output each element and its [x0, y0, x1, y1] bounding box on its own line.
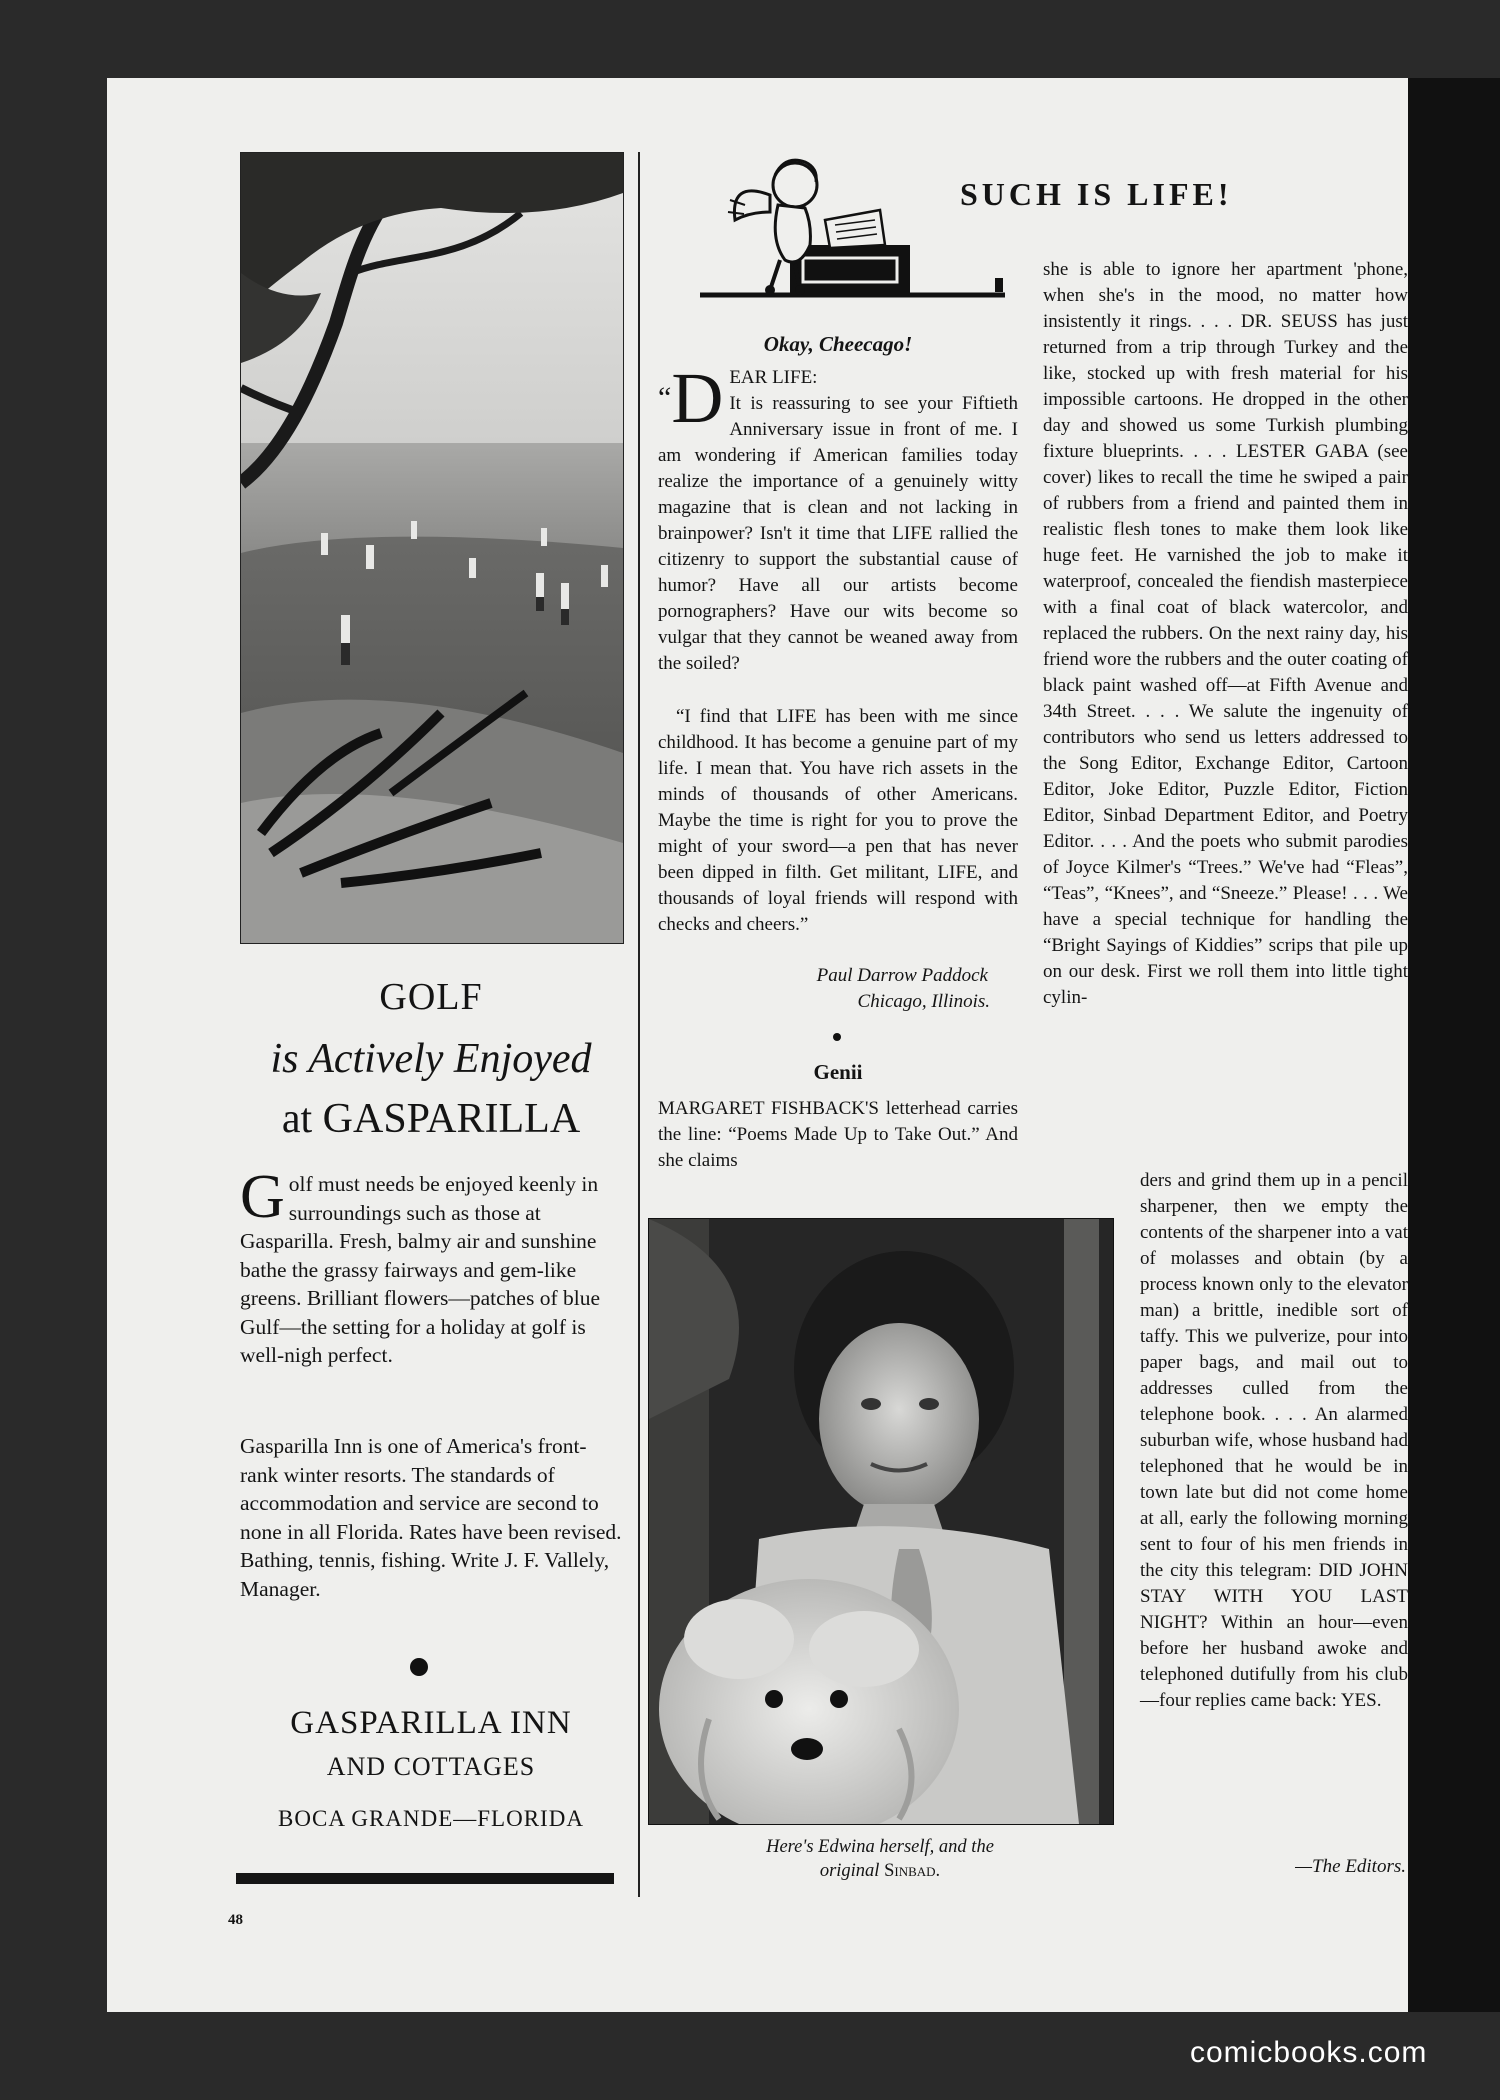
inn-location: BOCA GRANDE—FLORIDA	[278, 1806, 584, 1831]
section-divider-dot	[833, 1033, 841, 1041]
letter-paragraph-2: “I find that LIFE has been with me since childhood. It has become a genuine part of my life. I mean that. You have rich assets in the minds of thousands of other Americans. Maybe the time is right for you to prove the might of your sword—a pen that has never been dipped in filth. Get militant, LIFE, and thousands of loyal friends will respond with checks and cheers.”	[658, 706, 1018, 935]
ad-bullet-dot	[410, 1658, 428, 1676]
letter-signature-name: Paul Darrow Paddock	[816, 965, 988, 986]
ad-paragraph-2: Gasparilla Inn is one of America's front-rank winter resorts. The standards of accommodation and service are second to none in all Florida. Rates have been revised. Bathing, tennis, fishing. Write J. F. Vallely, Manager.	[240, 1434, 622, 1601]
caption-line-1: Here's Edwina herself, and the	[766, 1837, 994, 1857]
ad-paragraph-1-text: olf must needs be enjoyed keenly in surroundings such as those at Gasparilla. Fresh, balmy air and sunshine bathe the grassy fairways and gem-like greens. Brilliant flowers—patches of blue Gulf—the setting for a holiday at golf is well-nigh perfect.	[240, 1172, 601, 1367]
letter-heading: Okay, Cheecago!	[763, 332, 913, 356]
genii-paragraph-continued: she is able to ignore her apartment 'phone, when she's in the mood, no matter how insistently it rings. . . . DR. SEUSS has just returned from a trip through Turkey and the like, stocked up with fresh material for his impossible cartoons. He dropped in the other day and showed us some Turkish plumbing fixture blueprints. . . . LESTER GABA (see cover) likes to recall the time he swiped a pair of rubbers from a friend and painted them in realistic flesh tones to make them look like huge feet. He varnished the job to make it waterproof, concealed the fiendish masterpiece with a final coat of black watercolor, and replaced the rubbers. On the next rainy day, his friend wore the rubbers and the outer coating of black paint washed off—at Fifth Avenue and 34th Street. . . . We salute the ingenuity of contributors who send us letters addressed to the Song Editor, Exchange Editor, Cartoon Editor, Joke Editor, Puzzle Editor, Fiction Editor, Sinbad Department Editor, and Poetry Editor. . . . And the poets who submit parodies of Joyce Kilmer's “Trees.” We've had “Fleas”, “Teas”, “Knees”, and “Sneeze.” Please! . . . We have a special technique for handling the “Bright Sayings of Kiddies” scrips that pile up on our desk. First we roll them into little tight cylin-	[1043, 259, 1408, 1008]
site-watermark: comicbooks.com	[1190, 2036, 1428, 2069]
column-masthead: SUCH IS LIFE!	[960, 176, 1233, 212]
genii-paragraph-narrow: ders and grind them up in a pencil sharpener, then we empty the contents of the sharpener into a vat of molasses and obtain (by a process known only to the elevator man) a brittle, inedible sort of taffy. This we pulverize, pour into paper bags, and mail out to addresses culled from the telephone book. . . . An alarmed suburban wife, whose husband had telephoned that he would be in town late but did not come home at all, early the following morning sent to four of his men friends in the city this telegram: DID JOHN STAY WITH YOU LAST NIGHT? Within an hour—even before her husband awoke and telephoned dutifully from his club—four replies came back: YES.	[1140, 1170, 1408, 1711]
genii-heading: Genii	[813, 1060, 863, 1084]
inn-subtitle: AND COTTAGES	[326, 1752, 536, 1781]
page-edge-shadow	[1408, 78, 1500, 2012]
woman-with-dog-photo	[648, 1218, 1114, 1825]
cherub-at-desk-illustration	[700, 150, 1030, 305]
ad-headline-gasparilla: at GASPARILLA	[281, 1096, 581, 1142]
letter-signature-place: Chicago, Illinois.	[857, 991, 990, 1012]
letter-dropcap	[658, 358, 724, 438]
ad-dropcap: G	[240, 1163, 285, 1231]
golf-course-photo	[240, 152, 624, 944]
ad-headline-golf: GOLF	[379, 976, 483, 1018]
column-rule	[638, 152, 640, 1897]
ad-bottom-rule	[236, 1873, 614, 1884]
ad-headline-enjoyed: is Actively Enjoyed	[270, 1036, 592, 1082]
caption-line-2-prefix: original	[819, 1861, 885, 1881]
letter-salutation: EAR LIFE:	[729, 367, 818, 388]
inn-name: GASPARILLA INN	[290, 1705, 572, 1741]
letter-paragraph-1	[658, 358, 1018, 677]
letter-paragraph-1-text: It is reassuring to see your Fiftieth Anniversary issue in front of me. I am wondering if American families today realize the importance of a genuinely witty magazine that is clean and not lacking in brainpower? Isn't it time that LIFE rallied the citizenry to support the substantial cause of humor? Have all our artists become pornographers? Have our wits become so vulgar that they cannot be weaned away from the soiled?	[658, 393, 1018, 674]
genii-paragraph-start: MARGARET FISHBACK'S letterhead carries the line: “Poems Made Up to Take Out.” And she claims	[658, 1098, 1018, 1171]
letter-open-quote: “	[658, 381, 672, 414]
photo-caption	[648, 1835, 1112, 1883]
editors-signoff: —The Editors.	[1295, 1856, 1406, 1877]
page-number: 48	[228, 1912, 243, 1928]
ad-paragraph-1	[240, 1163, 622, 1370]
letter-dropcap-letter: D	[671, 358, 724, 438]
caption-line-2-name: Sinbad.	[884, 1861, 941, 1881]
